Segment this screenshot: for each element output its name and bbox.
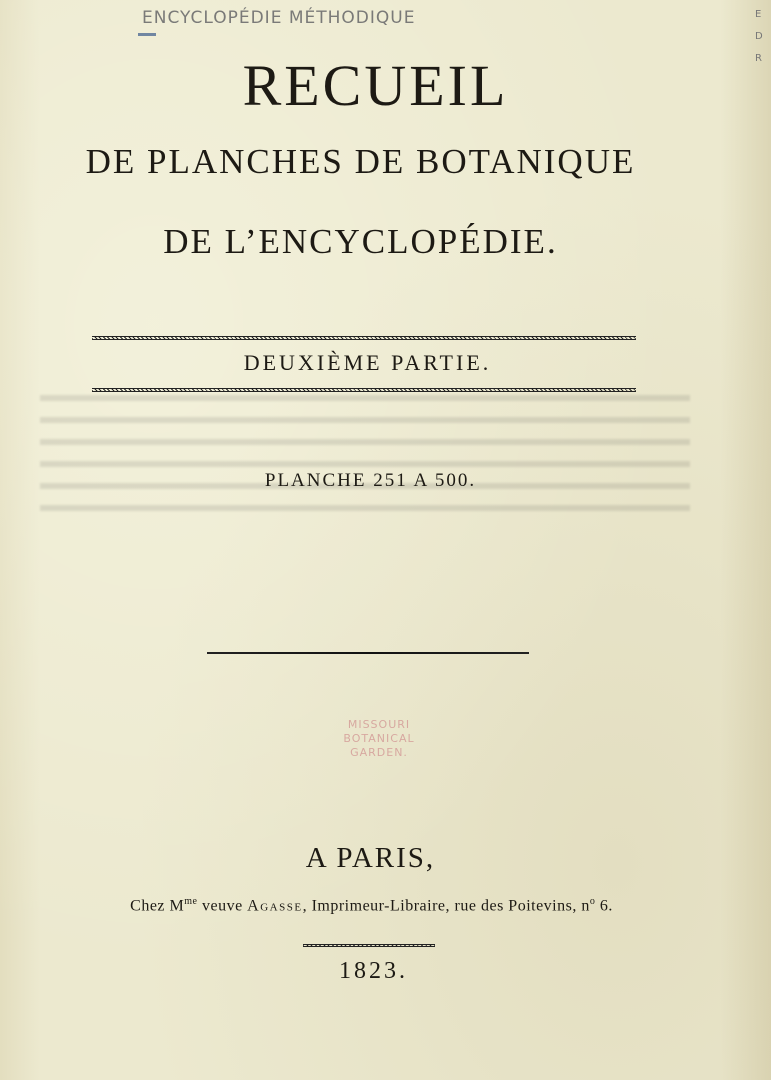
ornamental-rule-small bbox=[303, 944, 435, 947]
ornamental-rule-bottom bbox=[92, 388, 636, 392]
publisher-number-sup: o bbox=[589, 896, 596, 907]
pencil-annotation: ENCYCLOPÉDIE MÉTHODIQUE bbox=[142, 8, 416, 28]
title-line-2: DE PLANCHES DE BOTANIQUE bbox=[85, 142, 636, 181]
imprint-city: A PARIS, bbox=[305, 842, 436, 874]
edge-pencil-note: E D R bbox=[755, 9, 763, 64]
publisher-address: , Imprimeur-Libraire, rue des Poitevins, n bbox=[302, 897, 590, 915]
ornamental-rule-top bbox=[92, 336, 636, 340]
part-heading: DEUXIÈME PARTIE. bbox=[243, 350, 492, 375]
publisher-name: Agasse bbox=[247, 897, 303, 915]
stamp-line-1: MISSOURI bbox=[347, 718, 411, 731]
publisher-number: 6. bbox=[595, 897, 613, 915]
library-stamp bbox=[334, 718, 424, 760]
publisher-prefix-sup: me bbox=[184, 896, 198, 907]
plates-range: PLANCHE 251 A 500. bbox=[264, 470, 477, 491]
stamp-line-2: BOTANICAL bbox=[343, 732, 415, 745]
title-main: RECUEIL bbox=[242, 53, 509, 118]
imprint-publisher bbox=[0, 896, 757, 915]
divider-rule bbox=[207, 652, 529, 654]
publisher-widow: veuve bbox=[197, 897, 248, 915]
title-line-3: DE L’ENCYCLOPÉDIE. bbox=[163, 222, 558, 261]
pencil-underline-mark bbox=[138, 33, 156, 36]
show-through-text bbox=[40, 395, 690, 525]
stamp-line-3: GARDEN. bbox=[350, 746, 408, 759]
imprint-year: 1823. bbox=[339, 958, 408, 984]
publisher-prefix: Chez M bbox=[130, 897, 185, 915]
